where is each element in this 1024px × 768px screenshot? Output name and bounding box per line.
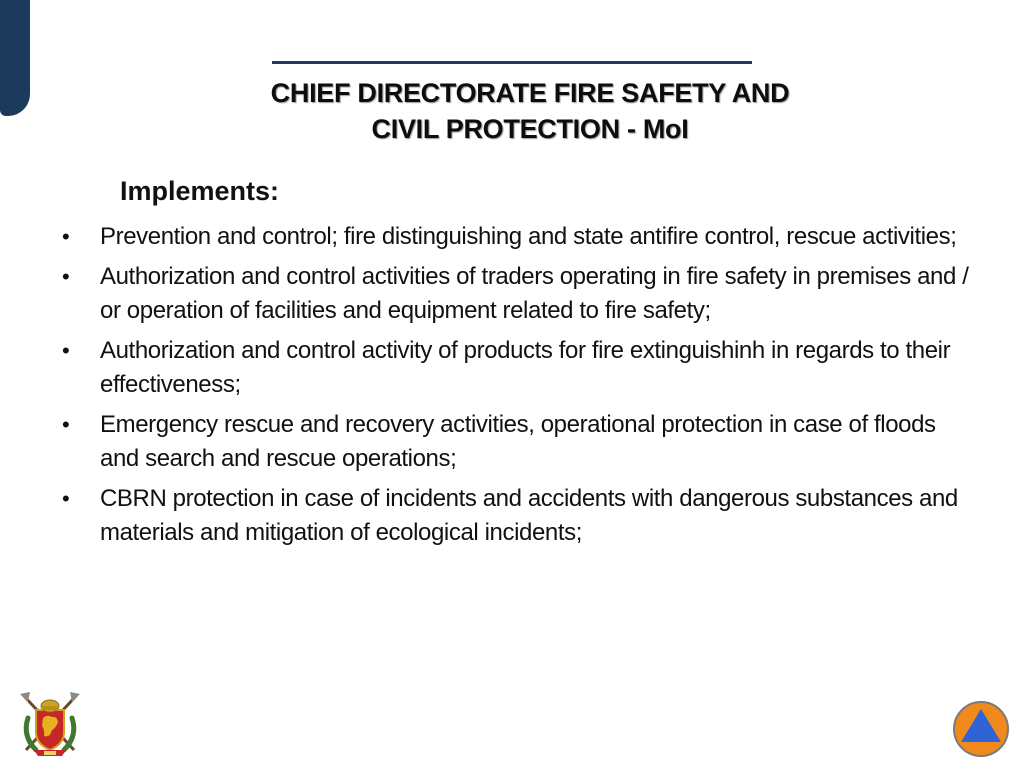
section-subtitle: Implements: bbox=[120, 176, 280, 206]
bullet-text: CBRN protection in case of incidents and accidents with dangerous substances and materials and mitigation of ecological incidents; bbox=[100, 485, 958, 546]
fire-safety-emblem-icon bbox=[14, 688, 86, 760]
slide-title-line-2: CIVIL PROTECTION - MoI bbox=[371, 114, 689, 144]
bullet-item bbox=[60, 260, 980, 328]
bullet-item bbox=[60, 408, 980, 476]
slide-title bbox=[160, 75, 900, 147]
title-underline-rule bbox=[272, 61, 752, 64]
bullet-marker: • bbox=[62, 264, 70, 289]
bullet-marker: • bbox=[62, 412, 70, 437]
bullet-list bbox=[60, 220, 980, 556]
bullet-marker: • bbox=[62, 224, 70, 249]
bullet-item bbox=[60, 482, 980, 550]
bullet-item bbox=[60, 220, 980, 254]
bullet-text: Prevention and control; fire distinguishing and state antifire control, rescue activities; bbox=[100, 223, 957, 250]
bullet-text: Authorization and control activity of products for fire extinguishinh in regards to their effectiveness; bbox=[100, 337, 951, 398]
bullet-text: Authorization and control activities of traders operating in fire safety in premises and / or operation of facilities and equipment related to fire safety; bbox=[100, 263, 969, 324]
civil-defence-triangle-icon bbox=[952, 700, 1010, 758]
corner-accent-tab bbox=[0, 0, 30, 116]
bullet-text: Emergency rescue and recovery activities, operational protection in case of floods and search and rescue operations; bbox=[100, 411, 936, 472]
slide-title-line-1: CHIEF DIRECTORATE FIRE SAFETY AND bbox=[270, 78, 790, 108]
bullet-marker: • bbox=[62, 486, 70, 511]
bullet-marker: • bbox=[62, 338, 70, 363]
bullet-item bbox=[60, 334, 980, 402]
